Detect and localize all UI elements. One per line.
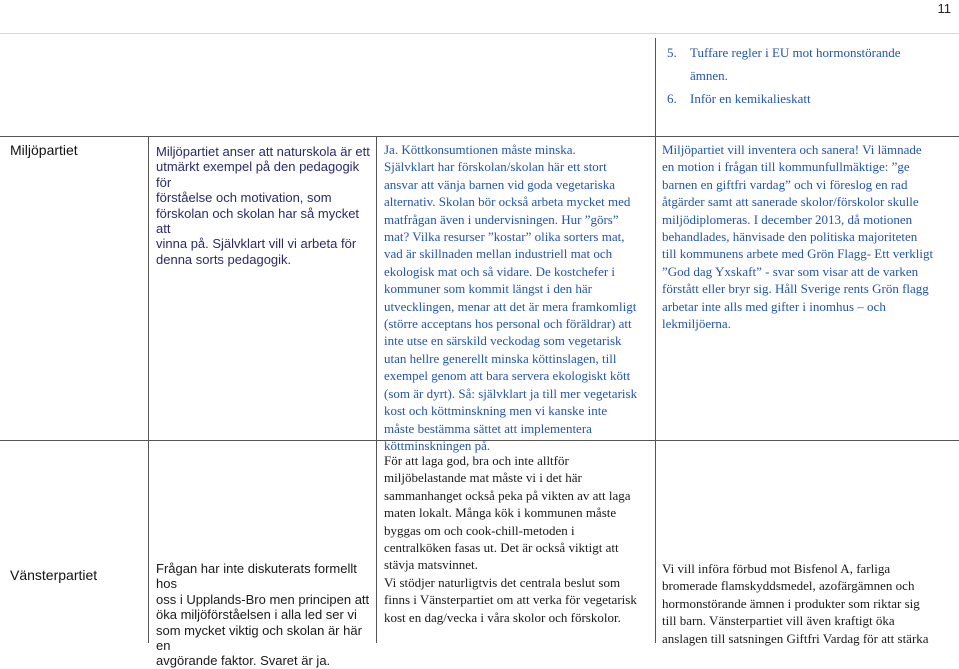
- table-cell: Frågan har inte diskuterats formellt hos oss i Upplands-Bro men principen att öka miljöförståelsen i alla led ser vi som mycket viktig och skolan är här en avgörande faktor. Svaret är ja.: [156, 561, 370, 669]
- list-item-text: Inför en kemikalieskatt: [690, 91, 811, 106]
- party-name: Miljöpartiet: [10, 142, 78, 158]
- table-cell: Ja. Köttkonsumtionen måste minska. Självklart har förskolan/skolan här ett stort ansvar att vänja barnen vid goda vegetariska alternativ. Skolan bör också arbeta mycket med matfrågan även i undervisningen. Hur ”görs” mat? Vilka resurser ”kostar” olika sorters mat, vad är skillnaden mellan industriell mat och ekologisk mat och så vidare. De kostchefer i kommuner som kommit längst i den här utvecklingen, menar att det är mera framkomligt (större acceptans hos personal och föräldrar) att inte utse en särskild veckodag som vegetarisk utan hellre generellt minska köttinslagen, till exempel genom att bara servera ekologiskt kött (som är dyrt). Så: självklart ja till mer vegetarisk kost och köttminskning men vi kanske inte måste bestämma sättet att implementera köttminskningen på.: [384, 142, 638, 453]
- table-cell: För att laga god, bra och inte alltför miljöbelastande mat måste vi i det här sammanhanget också peka på vikten av att laga maten lokalt. Många kök i kommunen måste byggas om och cook-chill-metoden i centralköken fasas ut. Det är också viktigt att stävja matsvinnet. Vi stödjer naturligtvis det centrala beslut som finns i Vänsterpartiet om att verka för vegetarisk kost en dag/vecka i våra skolor och förskolor.: [384, 453, 637, 625]
- list-item: [667, 87, 947, 110]
- numbered-list: [667, 41, 947, 110]
- table-top-border: [0, 136, 959, 137]
- table-cell: Miljöpartiet vill inventera och sanera! Vi lämnade en motion i frågan till kommunfullmäktige: ”ge barnen en giftfri vardag” och vi föreslog en rad åtgärder samt att sanerade skolor/förskolor skulle miljödiplomeras. I december 2013, då motionen behandlades, hänvisade den politiska majoriteten till kommunens arbete med Grön Flagg- Ett verkligt ”God dag Yxskaft” - svar som visar att de varken förstått eller bryr sig. Håll Sverige rents Grön flagg arbetar inte alls med gifter i inomhus – och lekmiljöerna.: [662, 142, 934, 332]
- table-col-divider: [655, 38, 656, 643]
- list-item-text: Tuffare regler i EU mot hormonstörande ämnen.: [690, 45, 901, 83]
- list-item-number: 5.: [667, 45, 677, 60]
- list-item: [667, 41, 947, 87]
- header-divider: [0, 33, 959, 34]
- list-item-number: 6.: [667, 91, 677, 106]
- table-col-divider: [148, 136, 149, 643]
- table-cell: Vi vill införa förbud mot Bisfenol A, farliga bromerade flamskyddsmedel, azofärgämnen och hormonstörande ämnen i produkter som riktar sig till barn. Vänsterpartiet vill även kraftigt öka anslagen till satsningen Giftfri Vardag för att stärka: [662, 561, 929, 646]
- page-number: 11: [937, 1, 951, 16]
- party-name: Vänsterpartiet: [10, 567, 98, 583]
- table-col-divider: [376, 136, 377, 643]
- table-cell: Miljöpartiet anser att naturskola är ett utmärkt exempel på den pedagogik för förståelse och motivation, som förskolan och skolan har så mycket att vinna på. Självklart vill vi arbeta för denna sorts pedagogik.: [156, 144, 370, 267]
